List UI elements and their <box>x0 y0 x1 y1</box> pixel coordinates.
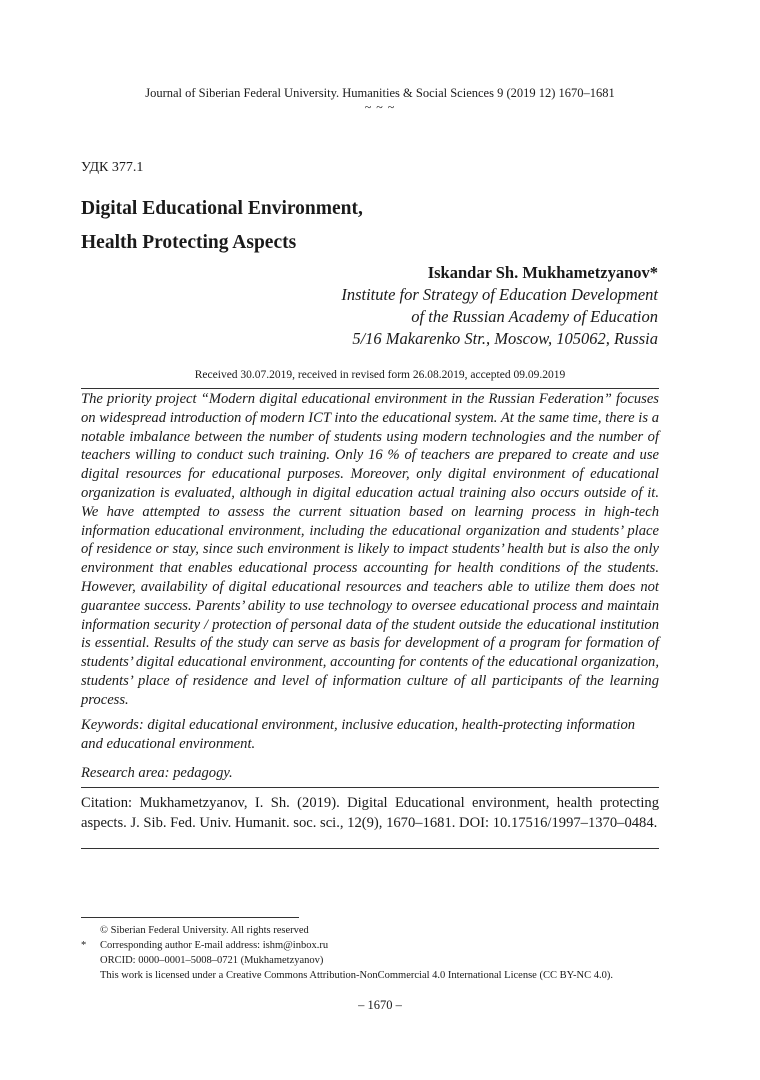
footnote-corresponding <box>81 938 328 953</box>
affiliation-line-1: Institute for Strategy of Education Development <box>341 285 658 304</box>
affiliation-line-3: 5/16 Makarenko Str., Moscow, 105062, Russia <box>352 329 658 348</box>
affiliation-line-2: of the Russian Academy of Education <box>411 307 658 326</box>
footnote-copyright: © Siberian Federal University. All rights reserved <box>100 925 309 936</box>
footnote-orcid: ORCID: 0000–0001–5008–0721 (Mukhametzyanov) <box>100 955 324 966</box>
article-title <box>81 192 363 260</box>
received-dates: Received 30.07.2019, received in revised form 26.08.2019, accepted 09.09.2019 <box>194 369 566 381</box>
header-ornament: ~ ~ ~ <box>364 100 396 114</box>
citation-bottom-rule <box>81 848 659 849</box>
footnote-rule <box>81 917 299 918</box>
author-block <box>341 262 658 350</box>
citation-top-rule <box>81 787 659 788</box>
footnote-license: This work is licensed under a Creative Commons Attribution-NonCommercial 4.0 International License (CC BY-NC 4.0). <box>100 970 613 981</box>
author-name: Iskandar Sh. Mukhametzyanov* <box>427 263 658 282</box>
abstract-top-rule <box>81 388 659 389</box>
footnote-star: * <box>81 940 87 951</box>
research-area: Research area: pedagogy. <box>81 765 233 781</box>
title-line-2: Health Protecting Aspects <box>81 232 297 253</box>
abstract-text: The priority project “Modern digital educational environment in the Russian Federation” focuses on widespread introduction of modern ICT into the educational system. At the same time, there is a notable imbalance between the number of students using modern technologies and the number of teachers willing to conduct such training. Only 16 % of teachers are prepared to create and use digital resources for educational purposes. Moreover, only digital environment of educational organization is evaluated, although in digital education actual training also occurs outside of it. We have attempted to assess the current situation based on learning process in high-tech information educational environment, including the educational organization and students’ place of residence or stay, since such environment is likely to impact students’ health but is also the only environment that enables educational process accounting for health conditions of the students. However, availability of digital educational resources and teachers able to utilize them does not guarantee success. Parents’ ability to use technology to oversee educational process and maintain information security / protection of personal data of the student outside the educational institution is essential. Results of the study can serve as basis for development of a program for formation of students’ digital educational environment, accounting for contents of the educational organization, students’ place of residence and level of information culture of all participants of the learning process. <box>81 391 659 708</box>
keywords: Keywords: digital educational environment, inclusive education, health-protecting information and educational environment. <box>81 717 636 752</box>
citation-text: Citation: Mukhametzyanov, I. Sh. (2019). Digital Educational environment, health protecting aspects. J. Sib. Fed. Univ. Humanit. soc. sci., 12(9), 1670–1681. DOI: 10.17516/1997–1370–0484. <box>81 795 659 831</box>
title-line-1: Digital Educational Environment, <box>81 198 363 219</box>
footnote-email: Corresponding author E-mail address: ishm@inbox.ru <box>100 940 329 951</box>
udk-code: УДК 377.1 <box>81 160 144 175</box>
journal-header: Journal of Siberian Federal University. Humanities & Social Sciences 9 (2019 12) 1670–1681 <box>145 86 615 100</box>
page-number: – 1670 – <box>358 998 402 1012</box>
